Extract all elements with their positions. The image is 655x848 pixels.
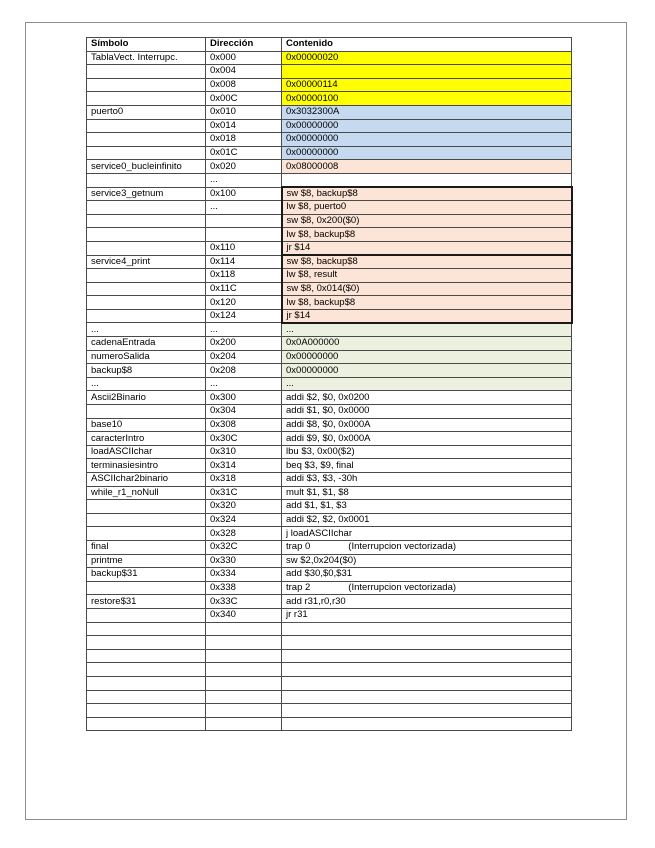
symbol-cell [87, 119, 206, 133]
table-row [87, 187, 572, 201]
table-row [87, 500, 572, 514]
content-cell: lbu $3, 0x00($2) [282, 445, 572, 459]
content-cell: sw $8, backup$8 [282, 255, 572, 269]
address-cell: 0x204 [206, 350, 282, 364]
table-row [87, 432, 572, 446]
address-cell: 0x004 [206, 65, 282, 79]
symbol-cell: puerto0 [87, 105, 206, 119]
content-cell: sw $8, backup$8 [282, 187, 572, 201]
memory-map-table [86, 37, 573, 731]
address-cell [206, 676, 282, 690]
symbol-cell [87, 608, 206, 622]
content-cell: add $1, $1, $3 [282, 500, 572, 514]
address-cell: ... [206, 173, 282, 187]
symbol-cell: ... [87, 377, 206, 391]
table-row [87, 201, 572, 215]
symbol-cell: TablaVect. Interrupc. [87, 51, 206, 65]
symbol-cell [87, 622, 206, 636]
table-row [87, 473, 572, 487]
content-cell [282, 622, 572, 636]
content-cell: j loadASCIIchar [282, 527, 572, 541]
content-cell: ... [282, 323, 572, 337]
content-cell: 0x00000000 [282, 364, 572, 378]
address-cell: 0x018 [206, 133, 282, 147]
table-row [87, 540, 572, 554]
address-cell [206, 690, 282, 704]
symbol-cell [87, 513, 206, 527]
symbol-cell: loadASCIIchar [87, 445, 206, 459]
content-cell [282, 704, 572, 718]
header-address: Dirección [206, 38, 282, 52]
symbol-cell: printme [87, 554, 206, 568]
symbol-cell [87, 201, 206, 215]
symbol-cell [87, 636, 206, 650]
address-cell: 0x114 [206, 255, 282, 269]
symbol-cell: service3_getnum [87, 187, 206, 201]
symbol-cell [87, 133, 206, 147]
symbol-cell: final [87, 540, 206, 554]
content-cell: lw $8, backup$8 [282, 296, 572, 310]
content-cell: addi $8, $0, 0x000A [282, 418, 572, 432]
content-cell: jr $14 [282, 309, 572, 323]
table-row [87, 146, 572, 160]
address-cell: 0x200 [206, 337, 282, 351]
symbol-cell [87, 405, 206, 419]
content-cell: mult $1, $1, $8 [282, 486, 572, 500]
symbol-cell: ASCIIchar2binario [87, 473, 206, 487]
table-row [87, 622, 572, 636]
header-symbol: Símbolo [87, 38, 206, 52]
symbol-cell [87, 500, 206, 514]
table-row [87, 282, 572, 296]
table-row [87, 486, 572, 500]
symbol-cell: ... [87, 323, 206, 337]
address-cell: ... [206, 377, 282, 391]
address-cell: 0x01C [206, 146, 282, 160]
address-cell: 0x310 [206, 445, 282, 459]
address-cell [206, 228, 282, 242]
table-row [87, 160, 572, 174]
table-row [87, 105, 572, 119]
content-cell: beq $3, $9, final [282, 459, 572, 473]
table-row [87, 663, 572, 677]
symbol-cell [87, 296, 206, 310]
symbol-cell: base10 [87, 418, 206, 432]
symbol-cell: service0_bucleinfinito [87, 160, 206, 174]
table-row [87, 337, 572, 351]
content-cell: jr r31 [282, 608, 572, 622]
address-cell [206, 622, 282, 636]
address-cell: 0x010 [206, 105, 282, 119]
table-row [87, 269, 572, 283]
table-row [87, 78, 572, 92]
symbol-cell [87, 173, 206, 187]
content-cell [282, 173, 572, 187]
symbol-cell: Ascii2Binario [87, 391, 206, 405]
symbol-cell: backup$31 [87, 568, 206, 582]
address-cell [206, 717, 282, 731]
table-row [87, 364, 572, 378]
address-cell: 0x334 [206, 568, 282, 582]
content-cell: 0x00000020 [282, 51, 572, 65]
table-row [87, 405, 572, 419]
address-cell: 0x11C [206, 282, 282, 296]
content-cell: jr $14 [282, 241, 572, 255]
table-row [87, 309, 572, 323]
table-row [87, 133, 572, 147]
address-cell: 0x300 [206, 391, 282, 405]
address-cell: 0x338 [206, 581, 282, 595]
content-cell [282, 690, 572, 704]
table-row [87, 554, 572, 568]
address-cell: 0x314 [206, 459, 282, 473]
symbol-cell: cadenaEntrada [87, 337, 206, 351]
table-row [87, 296, 572, 310]
symbol-cell [87, 663, 206, 677]
content-cell: 0x00000000 [282, 350, 572, 364]
table-row [87, 350, 572, 364]
table-row [87, 513, 572, 527]
symbol-cell [87, 581, 206, 595]
content-cell: 0x00000000 [282, 146, 572, 160]
symbol-cell: restore$31 [87, 595, 206, 609]
symbol-cell [87, 65, 206, 79]
address-cell: 0x100 [206, 187, 282, 201]
address-cell: 0x340 [206, 608, 282, 622]
content-cell: addi $3, $3, -30h [282, 473, 572, 487]
content-cell: 0x00000000 [282, 119, 572, 133]
content-cell: addi $9, $0, 0x000A [282, 432, 572, 446]
content-cell: add r31,r0,r30 [282, 595, 572, 609]
address-cell: 0x304 [206, 405, 282, 419]
table-row [87, 568, 572, 582]
table-row [87, 418, 572, 432]
table-row [87, 65, 572, 79]
symbol-cell: caracterIntro [87, 432, 206, 446]
table-row [87, 690, 572, 704]
symbol-cell [87, 527, 206, 541]
address-cell: 0x33C [206, 595, 282, 609]
content-cell: lw $8, result [282, 269, 572, 283]
table-row [87, 173, 572, 187]
address-cell: 0x324 [206, 513, 282, 527]
address-cell: ... [206, 323, 282, 337]
table-row [87, 595, 572, 609]
symbol-cell: backup$8 [87, 364, 206, 378]
symbol-cell: service4_print [87, 255, 206, 269]
symbol-cell [87, 78, 206, 92]
address-cell: 0x120 [206, 296, 282, 310]
symbol-cell [87, 690, 206, 704]
content-cell [282, 717, 572, 731]
table-row [87, 119, 572, 133]
address-cell: 0x208 [206, 364, 282, 378]
symbol-cell [87, 269, 206, 283]
symbol-cell [87, 717, 206, 731]
address-cell: 0x30C [206, 432, 282, 446]
content-cell: add $30,$0,$31 [282, 568, 572, 582]
address-cell [206, 704, 282, 718]
address-cell: ... [206, 201, 282, 215]
address-cell [206, 636, 282, 650]
address-cell [206, 214, 282, 228]
table-row [87, 704, 572, 718]
table-row [87, 241, 572, 255]
table-row [87, 51, 572, 65]
symbol-cell [87, 649, 206, 663]
symbol-cell [87, 309, 206, 323]
header-row [87, 38, 572, 52]
table-row [87, 377, 572, 391]
address-cell: 0x008 [206, 78, 282, 92]
note-text: (Interrupcion vectorizada) [348, 541, 457, 553]
table-row [87, 92, 572, 106]
content-cell: 0x00000100 [282, 92, 572, 106]
table-row [87, 445, 572, 459]
symbol-cell [87, 704, 206, 718]
address-cell: 0x00C [206, 92, 282, 106]
table-row [87, 581, 572, 595]
table-row [87, 649, 572, 663]
symbol-cell: terminasiesintro [87, 459, 206, 473]
content-cell: ... [282, 377, 572, 391]
content-cell: 0x0A000000 [282, 337, 572, 351]
address-cell: 0x320 [206, 500, 282, 514]
symbol-cell: numeroSalida [87, 350, 206, 364]
table-row [87, 214, 572, 228]
address-cell: 0x014 [206, 119, 282, 133]
table-row [87, 323, 572, 337]
address-cell [206, 649, 282, 663]
address-cell: 0x318 [206, 473, 282, 487]
address-cell: 0x124 [206, 309, 282, 323]
content-cell [282, 676, 572, 690]
table-row [87, 608, 572, 622]
content-cell: addi $2, $0, 0x0200 [282, 391, 572, 405]
table-row [87, 228, 572, 242]
content-cell: 0x00000000 [282, 133, 572, 147]
content-cell: sw $2,0x204($0) [282, 554, 572, 568]
content-cell: 0x3032300A [282, 105, 572, 119]
symbol-cell [87, 282, 206, 296]
table-row [87, 676, 572, 690]
symbol-cell: while_r1_noNull [87, 486, 206, 500]
address-cell: 0x32C [206, 540, 282, 554]
address-cell: 0x328 [206, 527, 282, 541]
content-cell: 0x08000008 [282, 160, 572, 174]
address-cell: 0x118 [206, 269, 282, 283]
symbol-cell [87, 676, 206, 690]
table-row [87, 527, 572, 541]
symbol-cell [87, 241, 206, 255]
symbol-cell [87, 92, 206, 106]
symbol-cell [87, 214, 206, 228]
address-cell: 0x020 [206, 160, 282, 174]
address-cell: 0x31C [206, 486, 282, 500]
table-row [87, 391, 572, 405]
note-text: (Interrupcion vectorizada) [348, 582, 457, 594]
table-row [87, 255, 572, 269]
table-row [87, 459, 572, 473]
content-cell: 0x00000114 [282, 78, 572, 92]
address-cell: 0x308 [206, 418, 282, 432]
content-cell [282, 649, 572, 663]
content-cell: trap 0 (Interrupcion vectorizada) [282, 540, 572, 554]
content-cell: sw $8, 0x014($0) [282, 282, 572, 296]
symbol-cell [87, 228, 206, 242]
table-row [87, 636, 572, 650]
address-cell: 0x110 [206, 241, 282, 255]
address-cell: 0x000 [206, 51, 282, 65]
content-cell: addi $2, $2, 0x0001 [282, 513, 572, 527]
content-cell [282, 663, 572, 677]
table-row [87, 717, 572, 731]
content-cell [282, 636, 572, 650]
symbol-cell [87, 146, 206, 160]
header-content: Contenido [282, 38, 572, 52]
address-cell [206, 663, 282, 677]
content-cell: lw $8, puerto0 [282, 201, 572, 215]
content-cell: lw $8, backup$8 [282, 228, 572, 242]
address-cell: 0x330 [206, 554, 282, 568]
content-cell [282, 65, 572, 79]
content-cell: addi $1, $0, 0x0000 [282, 405, 572, 419]
content-cell: trap 2 (Interrupcion vectorizada) [282, 581, 572, 595]
content-cell: sw $8, 0x200($0) [282, 214, 572, 228]
